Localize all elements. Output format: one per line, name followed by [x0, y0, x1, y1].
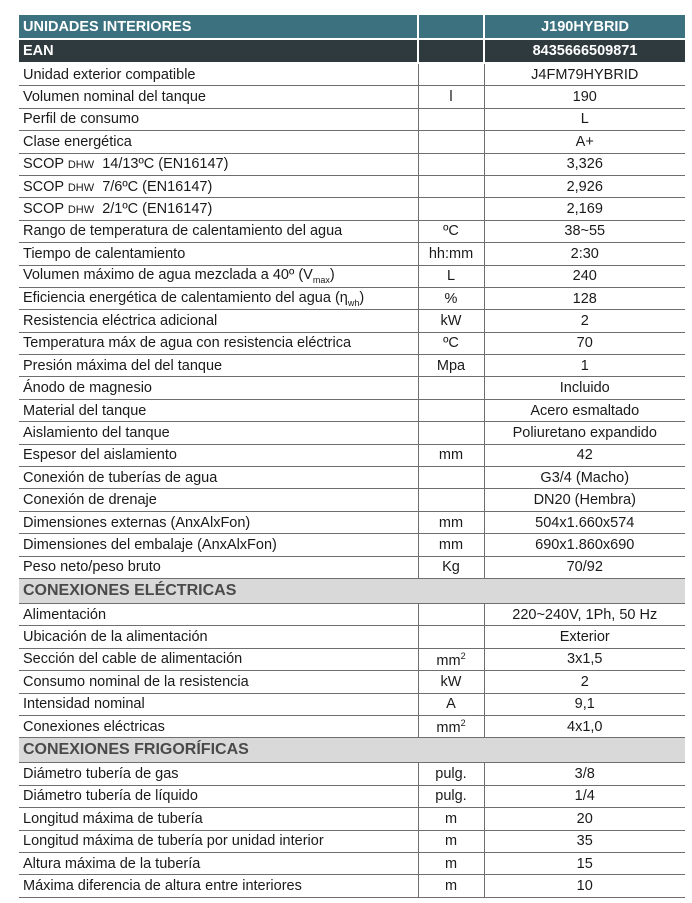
row-unit: [418, 715, 484, 737]
row-value: 35: [484, 830, 685, 852]
row-unit: pulg.: [418, 785, 484, 807]
row-label: Volumen nominal del tanque: [19, 86, 418, 108]
row-value: 1: [484, 355, 685, 377]
table-row: [19, 511, 685, 533]
row-unit: m: [418, 852, 484, 874]
section-refrigerant-header: [19, 738, 685, 763]
row-label: [19, 153, 418, 175]
table-row: [19, 489, 685, 511]
row-value: 70: [484, 332, 685, 354]
table-row: [19, 808, 685, 830]
row-unit: A: [418, 693, 484, 715]
table-row: [19, 86, 685, 108]
table-row: [19, 198, 685, 220]
row-value: Acero esmaltado: [484, 399, 685, 421]
row-value: 1/4: [484, 785, 685, 807]
table-row: [19, 399, 685, 421]
row-unit: hh:mm: [418, 243, 484, 265]
row-value: 20: [484, 808, 685, 830]
row-value: 2,169: [484, 198, 685, 220]
table-row: [19, 287, 685, 309]
row-unit: [418, 467, 484, 489]
row-value: Exterior: [484, 626, 685, 648]
row-unit: kW: [418, 310, 484, 332]
row-label: Longitud máxima de tubería por unidad interior: [19, 830, 418, 852]
row-label: Temperatura máx de agua con resistencia eléctrica: [19, 332, 418, 354]
row-label: Diámetro tubería de gas: [19, 763, 418, 785]
row-unit: m: [418, 830, 484, 852]
row-label: Presión máxima del del tanque: [19, 355, 418, 377]
header-title: UNIDADES INTERIORES: [19, 15, 418, 39]
table-row: [19, 671, 685, 693]
row-unit: [418, 489, 484, 511]
row-label: Sección del cable de alimentación: [19, 648, 418, 670]
row-label: Longitud máxima de tubería: [19, 808, 418, 830]
row-unit: L: [418, 265, 484, 287]
table-row: [19, 648, 685, 670]
ean-unit-empty: [418, 39, 484, 63]
section-title: CONEXIONES FRIGORÍFICAS: [19, 738, 685, 763]
table-row: [19, 693, 685, 715]
row-unit: l: [418, 86, 484, 108]
table-row: [19, 626, 685, 648]
row-value: 3x1,5: [484, 648, 685, 670]
table-row: [19, 153, 685, 175]
row-label: Conexión de tuberías de agua: [19, 467, 418, 489]
dhw-tag: DHW: [67, 159, 95, 172]
header-model: J190HYBRID: [484, 15, 685, 39]
row-value: 504x1.660x574: [484, 511, 685, 533]
table-row: [19, 355, 685, 377]
label-subscript: max: [312, 275, 330, 286]
table-row: [19, 603, 685, 625]
row-label: Dimensiones externas (AnxAlxFon): [19, 511, 418, 533]
row-label: Resistencia eléctrica adicional: [19, 310, 418, 332]
row-label: Tiempo de calentamiento: [19, 243, 418, 265]
row-label: Unidad exterior compatible: [19, 63, 418, 86]
row-value: 220~240V, 1Ph, 50 Hz: [484, 603, 685, 625]
row-value: A+: [484, 131, 685, 153]
row-label: Máxima diferencia de altura entre interiores: [19, 875, 418, 897]
row-label: Conexión de drenaje: [19, 489, 418, 511]
row-unit: [418, 377, 484, 399]
row-unit: m: [418, 875, 484, 897]
row-value: 15: [484, 852, 685, 874]
row-value: 2,926: [484, 175, 685, 197]
table-row: [19, 534, 685, 556]
row-unit: [418, 648, 484, 670]
row-unit: %: [418, 287, 484, 309]
table-row: [19, 444, 685, 466]
unit-superscript: 2: [460, 650, 466, 661]
scop-prefix: SCOP: [23, 156, 68, 173]
table-row: [19, 108, 685, 130]
table-row: [19, 332, 685, 354]
row-label: Perfil de consumo: [19, 108, 418, 130]
row-value: 2: [484, 310, 685, 332]
header-unit-empty: [418, 15, 484, 39]
row-value: 9,1: [484, 693, 685, 715]
row-value: Incluido: [484, 377, 685, 399]
label-prefix: Volumen máximo de agua mezclada a 40º (V: [23, 267, 313, 284]
table-row: [19, 175, 685, 197]
spec-table: [19, 15, 685, 898]
table-row: [19, 830, 685, 852]
section-electrical-header: [19, 578, 685, 603]
row-unit: kW: [418, 671, 484, 693]
row-unit: m: [418, 808, 484, 830]
row-value: L: [484, 108, 685, 130]
row-label: Consumo nominal de la resistencia: [19, 671, 418, 693]
row-label: Intensidad nominal: [19, 693, 418, 715]
table-row: [19, 131, 685, 153]
scop-prefix: SCOP: [23, 201, 68, 218]
row-label: Material del tanque: [19, 399, 418, 421]
scop-suffix: 2/1ºC (EN16147): [94, 201, 213, 218]
table-row: [19, 377, 685, 399]
row-unit: [418, 153, 484, 175]
row-label: Diámetro tubería de líquido: [19, 785, 418, 807]
table-row: [19, 422, 685, 444]
row-value: 128: [484, 287, 685, 309]
row-label: Espesor del aislamiento: [19, 444, 418, 466]
row-label: [19, 175, 418, 197]
scop-suffix: 7/6ºC (EN16147): [94, 178, 213, 195]
scop-suffix: 14/13ºC (EN16147): [94, 156, 229, 173]
row-label: [19, 287, 418, 309]
row-unit: Mpa: [418, 355, 484, 377]
row-unit: [418, 175, 484, 197]
section-title: CONEXIONES ELÉCTRICAS: [19, 578, 685, 603]
row-value: 190: [484, 86, 685, 108]
row-value: 2: [484, 671, 685, 693]
row-value: 4x1,0: [484, 715, 685, 737]
row-unit: Kg: [418, 556, 484, 578]
row-unit: [418, 108, 484, 130]
row-unit: [418, 603, 484, 625]
row-label: [19, 265, 418, 287]
table-row: [19, 265, 685, 287]
dhw-tag: DHW: [67, 204, 95, 217]
row-unit: mm: [418, 511, 484, 533]
table-row: [19, 785, 685, 807]
table-row: [19, 715, 685, 737]
table-row: [19, 875, 685, 897]
row-unit: [418, 131, 484, 153]
row-label: Aislamiento del tanque: [19, 422, 418, 444]
row-value: 3,326: [484, 153, 685, 175]
row-value: 70/92: [484, 556, 685, 578]
label-suffix: ): [329, 267, 335, 284]
row-label: Alimentación: [19, 603, 418, 625]
label-suffix: ): [359, 289, 365, 306]
row-unit: [418, 422, 484, 444]
ean-label: EAN: [19, 39, 418, 63]
row-label: Conexiones eléctricas: [19, 715, 418, 737]
row-unit: [418, 63, 484, 86]
row-unit: mm: [418, 534, 484, 556]
table-row: [19, 467, 685, 489]
label-subscript: wh: [347, 297, 360, 308]
row-unit: [418, 198, 484, 220]
row-value: 42: [484, 444, 685, 466]
dhw-tag: DHW: [67, 181, 95, 194]
row-label: Ánodo de magnesio: [19, 377, 418, 399]
row-value: DN20 (Hembra): [484, 489, 685, 511]
row-label: Ubicación de la alimentación: [19, 626, 418, 648]
row-label: Dimensiones del embalaje (AnxAlxFon): [19, 534, 418, 556]
table-row: [19, 310, 685, 332]
row-unit: ºC: [418, 332, 484, 354]
row-unit: [418, 626, 484, 648]
row-label: Rango de temperatura de calentamiento del agua: [19, 220, 418, 242]
table-row: [19, 63, 685, 86]
scop-prefix: SCOP: [23, 178, 68, 195]
row-label: Peso neto/peso bruto: [19, 556, 418, 578]
row-unit: mm: [418, 444, 484, 466]
row-unit: pulg.: [418, 763, 484, 785]
row-unit: ºC: [418, 220, 484, 242]
table-row: [19, 220, 685, 242]
row-value: 2:30: [484, 243, 685, 265]
table-row: [19, 763, 685, 785]
table-row: [19, 852, 685, 874]
label-prefix: Eficiencia energética de calentamiento del agua (η: [23, 289, 348, 306]
table-row: [19, 556, 685, 578]
row-value: 38~55: [484, 220, 685, 242]
unit-superscript: 2: [460, 717, 466, 728]
table-header-row: [19, 15, 685, 39]
row-value: 240: [484, 265, 685, 287]
unit-base: mm: [436, 652, 461, 669]
row-value: J4FM79HYBRID: [484, 63, 685, 86]
row-label: Clase energética: [19, 131, 418, 153]
row-value: 690x1.860x690: [484, 534, 685, 556]
row-label: Altura máxima de la tubería: [19, 852, 418, 874]
row-value: Poliuretano expandido: [484, 422, 685, 444]
row-value: G3/4 (Macho): [484, 467, 685, 489]
ean-value: 8435666509871: [484, 39, 685, 63]
row-value: 3/8: [484, 763, 685, 785]
ean-row: [19, 39, 685, 63]
row-value: 10: [484, 875, 685, 897]
table-row: [19, 243, 685, 265]
row-unit: [418, 399, 484, 421]
unit-base: mm: [436, 719, 461, 736]
row-label: [19, 198, 418, 220]
